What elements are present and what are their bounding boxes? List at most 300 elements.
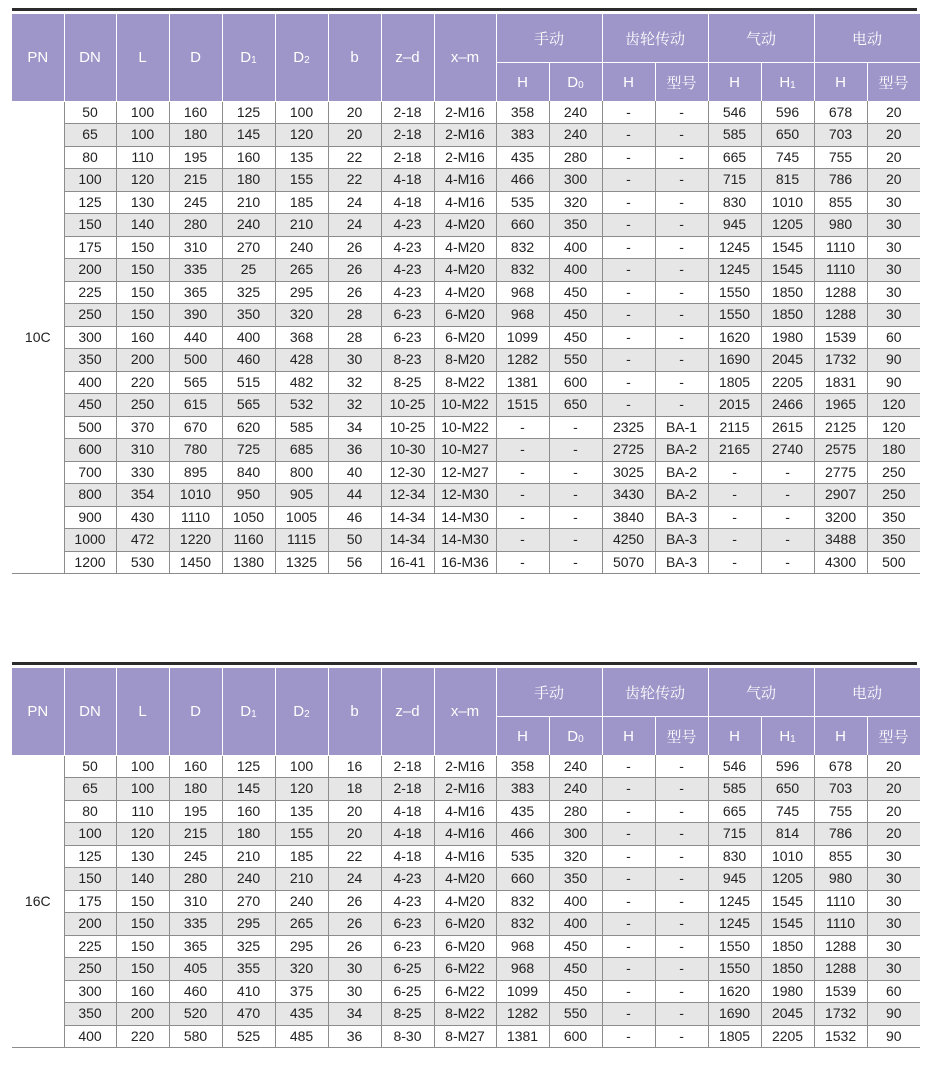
table-cell: 600	[64, 439, 116, 462]
table-cell: 855	[814, 845, 867, 868]
table-cell: -	[549, 506, 602, 529]
table-cell: 26	[328, 236, 381, 259]
table-cell: 435	[275, 1003, 328, 1026]
table-cell: 2125	[814, 416, 867, 439]
table-cell: 390	[169, 304, 222, 327]
table-cell: 703	[814, 778, 867, 801]
sub-header: 型号	[867, 63, 920, 102]
table-cell: 6-25	[381, 958, 434, 981]
table-cell: 755	[814, 800, 867, 823]
table-cell: 20	[867, 823, 920, 846]
table-cell: 280	[169, 214, 222, 237]
table-cell: 10-M22	[434, 394, 496, 417]
table-cell: 20	[328, 800, 381, 823]
table-cell: 10-25	[381, 394, 434, 417]
table-cell: 832	[496, 913, 549, 936]
pn-cell: 10C	[12, 101, 64, 574]
table-cell: 1282	[496, 1003, 549, 1026]
table-cell: -	[602, 778, 655, 801]
table-cell: 840	[222, 461, 275, 484]
table-cell: 1110	[814, 890, 867, 913]
table-cell: 225	[64, 281, 116, 304]
table-cell: -	[549, 551, 602, 574]
table-cell: 6-23	[381, 913, 434, 936]
table-cell: -	[708, 484, 761, 507]
table-cell: 832	[496, 259, 549, 282]
table-cell: 225	[64, 935, 116, 958]
table-cell: 26	[328, 259, 381, 282]
table-cell: 180	[222, 169, 275, 192]
table-cell: 800	[275, 461, 328, 484]
table-cell: 150	[116, 236, 169, 259]
table-cell: 1450	[169, 551, 222, 574]
table-cell: 200	[64, 259, 116, 282]
table-cell: 10-25	[381, 416, 434, 439]
table-cell: 4-18	[381, 845, 434, 868]
table-cell: 30	[867, 259, 920, 282]
table-cell: -	[602, 259, 655, 282]
table-cell: 1805	[708, 371, 761, 394]
table-cell: 500	[169, 349, 222, 372]
table-cell: 1805	[708, 1025, 761, 1048]
table-cell: 2045	[761, 349, 814, 372]
table-cell: 500	[867, 551, 920, 574]
sub-header: H	[708, 717, 761, 756]
table-row	[12, 394, 920, 417]
table-cell: 335	[169, 913, 222, 936]
table-cell: 585	[708, 124, 761, 147]
table-cell: 120	[116, 169, 169, 192]
table-cell: 1205	[761, 214, 814, 237]
table-cell: -	[655, 191, 708, 214]
column-header: $D_1$	[222, 668, 275, 755]
table-cell: 30	[867, 890, 920, 913]
table-cell: 120	[275, 124, 328, 147]
table-cell: 90	[867, 1025, 920, 1048]
table-cell: -	[655, 304, 708, 327]
table-cell: 515	[222, 371, 275, 394]
table-cell: 565	[169, 371, 222, 394]
table-cell: 180	[169, 778, 222, 801]
sub-header: H	[814, 63, 867, 102]
table-cell: -	[655, 371, 708, 394]
table-cell: 4-23	[381, 868, 434, 891]
table-cell: 4-23	[381, 259, 434, 282]
table-cell: 30	[328, 958, 381, 981]
table-cell: 715	[708, 169, 761, 192]
table-cell: 703	[814, 124, 867, 147]
table-cell: 660	[496, 214, 549, 237]
table-cell: 195	[169, 146, 222, 169]
table-cell: 2725	[602, 439, 655, 462]
table-cell: 1205	[761, 868, 814, 891]
table-cell: 4-M20	[434, 868, 496, 891]
table-cell: 1850	[761, 304, 814, 327]
table-cell: 20	[867, 169, 920, 192]
table-row	[12, 890, 920, 913]
table-cell: 550	[549, 349, 602, 372]
table-cell: 160	[116, 326, 169, 349]
table-cell: 814	[761, 823, 814, 846]
table-cell: 450	[549, 281, 602, 304]
table-cell: 14-34	[381, 506, 434, 529]
table-cell: 20	[328, 101, 381, 124]
table-cell: 30	[867, 281, 920, 304]
table-cell: 215	[169, 823, 222, 846]
table-cell: 715	[708, 823, 761, 846]
table-cell: 120	[867, 394, 920, 417]
table-cell: 150	[116, 958, 169, 981]
table-cell: 460	[222, 349, 275, 372]
table-cell: -	[602, 191, 655, 214]
table-cell: 1099	[496, 326, 549, 349]
table-cell: 500	[64, 416, 116, 439]
table-cell: 450	[549, 958, 602, 981]
table-row	[12, 416, 920, 439]
table-cell: 4-M20	[434, 214, 496, 237]
table-cell: 1831	[814, 371, 867, 394]
table-cell: 1381	[496, 1025, 549, 1048]
sub-header: 型号	[655, 717, 708, 756]
table-row	[12, 439, 920, 462]
table-cell: 100	[116, 755, 169, 778]
column-header: b	[328, 668, 381, 755]
column-header: L	[116, 668, 169, 755]
table-cell: 100	[275, 755, 328, 778]
table-cell: 250	[64, 304, 116, 327]
table-cell: 30	[328, 349, 381, 372]
table-cell: 65	[64, 778, 116, 801]
table-cell: -	[655, 326, 708, 349]
table-cell: 14-M30	[434, 506, 496, 529]
table-cell: 1545	[761, 890, 814, 913]
group-header: 气动	[708, 668, 814, 717]
table-cell: 1532	[814, 1025, 867, 1048]
table-cell: 22	[328, 146, 381, 169]
table-cell: -	[496, 551, 549, 574]
table-cell: 435	[496, 800, 549, 823]
table-cell: 4-M20	[434, 281, 496, 304]
table-cell: -	[655, 845, 708, 868]
table-cell: 1000	[64, 529, 116, 552]
column-header: z–d	[381, 14, 434, 101]
table-cell: 2-M16	[434, 755, 496, 778]
table-cell: -	[655, 913, 708, 936]
table-cell: 8-M22	[434, 1003, 496, 1026]
table-cell: 8-M27	[434, 1025, 496, 1048]
table-cell: 4250	[602, 529, 655, 552]
table-cell: 295	[222, 913, 275, 936]
table-cell: 310	[116, 439, 169, 462]
table-cell: 50	[328, 529, 381, 552]
table-cell: 2775	[814, 461, 867, 484]
table-cell: 150	[116, 281, 169, 304]
table-cell: -	[549, 461, 602, 484]
table-cell: 30	[867, 913, 920, 936]
table-cell: -	[655, 169, 708, 192]
table-cell: 4-23	[381, 236, 434, 259]
table-row	[12, 1003, 920, 1026]
table-cell: 20	[328, 124, 381, 147]
table-row	[12, 461, 920, 484]
table-cell: 4-M16	[434, 845, 496, 868]
table-cell: 120	[275, 778, 328, 801]
table-cell: 240	[222, 214, 275, 237]
table-cell: 450	[549, 326, 602, 349]
table-cell: -	[602, 169, 655, 192]
table-cell: -	[602, 394, 655, 417]
table-row	[12, 484, 920, 507]
table-cell: 400	[549, 890, 602, 913]
column-header: L	[116, 14, 169, 101]
table-cell: 125	[64, 191, 116, 214]
table-row	[12, 101, 920, 124]
table-cell: 125	[64, 845, 116, 868]
table-cell: 450	[549, 980, 602, 1003]
table-cell: 2205	[761, 1025, 814, 1048]
table-cell: 240	[549, 124, 602, 147]
table-cell: 34	[328, 416, 381, 439]
table-cell: 3488	[814, 529, 867, 552]
table-top-rule	[12, 8, 917, 11]
table-cell: 245	[169, 845, 222, 868]
table-cell: 2740	[761, 439, 814, 462]
table-cell: 1732	[814, 349, 867, 372]
table-cell: 18	[328, 778, 381, 801]
group-header: 电动	[814, 14, 920, 63]
table-cell: BA-2	[655, 461, 708, 484]
table-cell: 1282	[496, 349, 549, 372]
table-cell: 1110	[814, 259, 867, 282]
table-cell: 535	[496, 845, 549, 868]
table-cell: 1550	[708, 281, 761, 304]
table-cell: -	[602, 845, 655, 868]
table-cell: 1545	[761, 236, 814, 259]
table-cell: -	[602, 890, 655, 913]
table-cell: 400	[222, 326, 275, 349]
table-cell: -	[655, 800, 708, 823]
column-header: D	[169, 668, 222, 755]
table-cell: 20	[328, 823, 381, 846]
table-cell: 968	[496, 281, 549, 304]
table-cell: 30	[867, 845, 920, 868]
group-header: 齿轮传动	[602, 668, 708, 717]
table-row	[12, 259, 920, 282]
table-cell: 28	[328, 304, 381, 327]
table-cell: 1850	[761, 935, 814, 958]
table-cell: 160	[169, 755, 222, 778]
table-cell: BA-2	[655, 484, 708, 507]
table-cell: 8-23	[381, 349, 434, 372]
table-cell: 405	[169, 958, 222, 981]
table-cell: 6-M20	[434, 935, 496, 958]
table-cell: 100	[116, 778, 169, 801]
table-cell: 60	[867, 980, 920, 1003]
table-cell: 25	[222, 259, 275, 282]
table-row	[12, 529, 920, 552]
column-header: PN	[12, 668, 64, 755]
pn-cell: 16C	[12, 755, 64, 1048]
table-row	[12, 845, 920, 868]
table-cell: -	[496, 439, 549, 462]
table-cell: 1010	[761, 845, 814, 868]
sub-header: 型号	[867, 717, 920, 756]
group-header: 气动	[708, 14, 814, 63]
table-cell: 600	[549, 371, 602, 394]
table-cell: 532	[275, 394, 328, 417]
table-cell: -	[655, 755, 708, 778]
table-cell: 945	[708, 868, 761, 891]
table-cell: BA-3	[655, 529, 708, 552]
table-cell: BA-3	[655, 506, 708, 529]
table-row	[12, 506, 920, 529]
table-cell: 325	[222, 935, 275, 958]
table-cell: 755	[814, 146, 867, 169]
column-header: DN	[64, 14, 116, 101]
table-cell: 4-M16	[434, 823, 496, 846]
table-cell: 150	[116, 935, 169, 958]
table-cell: 330	[116, 461, 169, 484]
table-cell: 6-23	[381, 304, 434, 327]
table-cell: 110	[116, 146, 169, 169]
table-cell: 30	[867, 868, 920, 891]
table-cell: BA-1	[655, 416, 708, 439]
table-cell: 460	[169, 980, 222, 1003]
table-cell: 80	[64, 800, 116, 823]
table-cell: 30	[328, 980, 381, 1003]
table-cell: -	[602, 236, 655, 259]
table-cell: BA-2	[655, 439, 708, 462]
table-cell: 350	[549, 868, 602, 891]
table-top-rule	[12, 662, 917, 665]
table-cell: 383	[496, 124, 549, 147]
table-cell: -	[496, 461, 549, 484]
table-cell: 20	[867, 124, 920, 147]
table-cell: 175	[64, 890, 116, 913]
table-cell: -	[655, 214, 708, 237]
table-cell: 968	[496, 958, 549, 981]
sub-header: $D_0$	[549, 717, 602, 756]
table-row	[12, 281, 920, 304]
table-cell: 1115	[275, 529, 328, 552]
column-header: D	[169, 14, 222, 101]
table-cell: 1245	[708, 913, 761, 936]
table-cell: -	[761, 551, 814, 574]
table-cell: 466	[496, 169, 549, 192]
table-cell: 2-M16	[434, 101, 496, 124]
table-cell: 310	[169, 236, 222, 259]
table-cell: 400	[549, 259, 602, 282]
table-cell: 830	[708, 191, 761, 214]
table-cell: 350	[64, 349, 116, 372]
table-cell: -	[602, 349, 655, 372]
sub-header: H	[496, 63, 549, 102]
table-cell: 280	[169, 868, 222, 891]
table-cell: -	[761, 506, 814, 529]
table-cell: 4-18	[381, 169, 434, 192]
table-cell: 585	[275, 416, 328, 439]
table-cell: -	[655, 868, 708, 891]
table-cell: -	[602, 980, 655, 1003]
table-cell: 120	[867, 416, 920, 439]
table-cell: 140	[116, 214, 169, 237]
table-cell: 1980	[761, 980, 814, 1003]
table-cell: 26	[328, 281, 381, 304]
table-cell: 4-M20	[434, 890, 496, 913]
sub-header: H	[496, 717, 549, 756]
table-cell: 175	[64, 236, 116, 259]
table-cell: 2907	[814, 484, 867, 507]
table-cell: 550	[549, 1003, 602, 1026]
table-cell: -	[602, 800, 655, 823]
table-cell: 180	[169, 124, 222, 147]
table-cell: -	[761, 529, 814, 552]
table-cell: -	[655, 958, 708, 981]
table-cell: -	[549, 439, 602, 462]
column-header: DN	[64, 668, 116, 755]
table-cell: 665	[708, 800, 761, 823]
table-cell: 1245	[708, 259, 761, 282]
table-cell: 14-34	[381, 529, 434, 552]
table-cell: -	[602, 1025, 655, 1048]
table-cell: 3025	[602, 461, 655, 484]
table-cell: 150	[116, 913, 169, 936]
table-cell: 435	[496, 146, 549, 169]
table-cell: 596	[761, 101, 814, 124]
table-cell: 5070	[602, 551, 655, 574]
table-cell: 440	[169, 326, 222, 349]
table-cell: 410	[222, 980, 275, 1003]
table-cell: 786	[814, 169, 867, 192]
table-cell: 2165	[708, 439, 761, 462]
column-header: $D_1$	[222, 14, 275, 101]
table-cell: 300	[64, 326, 116, 349]
sub-header: 型号	[655, 63, 708, 102]
table-cell: 968	[496, 935, 549, 958]
group-header: 手动	[496, 668, 602, 717]
table-cell: 36	[328, 439, 381, 462]
sub-header: $H_1$	[761, 63, 814, 102]
table-cell: -	[708, 551, 761, 574]
table-cell: 22	[328, 845, 381, 868]
table-cell: 240	[549, 101, 602, 124]
table-cell: -	[549, 529, 602, 552]
table-cell: 36	[328, 1025, 381, 1048]
table-cell: 185	[275, 845, 328, 868]
table-cell: 678	[814, 101, 867, 124]
table-cell: 1200	[64, 551, 116, 574]
table-cell: -	[496, 506, 549, 529]
table-cell: 50	[64, 755, 116, 778]
table-cell: 2205	[761, 371, 814, 394]
table-cell: 100	[116, 124, 169, 147]
table-cell: 1690	[708, 349, 761, 372]
table-row	[12, 124, 920, 147]
table-cell: 1110	[169, 506, 222, 529]
table-cell: 16-M36	[434, 551, 496, 574]
table-cell: 1539	[814, 326, 867, 349]
table-cell: 150	[116, 259, 169, 282]
table-cell: 135	[275, 146, 328, 169]
table-cell: 250	[64, 958, 116, 981]
table-cell: -	[549, 416, 602, 439]
table-cell: 1965	[814, 394, 867, 417]
table-cell: 20	[867, 101, 920, 124]
table-cell: 596	[761, 755, 814, 778]
table-cell: 1220	[169, 529, 222, 552]
table-cell: 1545	[761, 913, 814, 936]
table-cell: 210	[222, 191, 275, 214]
